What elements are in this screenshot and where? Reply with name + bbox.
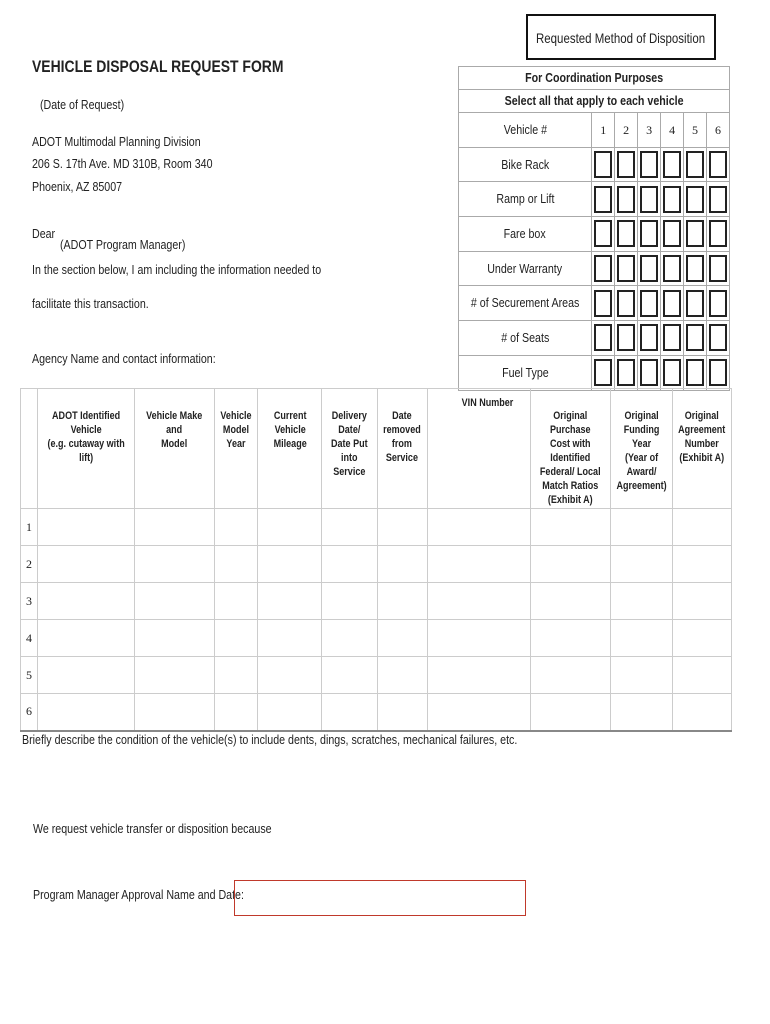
checkbox[interactable] (686, 324, 704, 351)
table-cell[interactable] (37, 509, 134, 546)
column-header: VIN Number (427, 389, 530, 509)
table-cell[interactable] (531, 509, 611, 546)
fuel-type-label: Fuel Type (459, 355, 592, 390)
table-cell[interactable] (135, 583, 214, 620)
table-cell[interactable] (322, 657, 378, 694)
column-header: Original Purchase Cost with Identified Federal/ Local Match Ratios (Exhibit A) (531, 389, 611, 509)
table-cell[interactable] (531, 583, 611, 620)
checkbox[interactable] (594, 359, 612, 386)
table-cell[interactable] (531, 657, 611, 694)
checkbox[interactable] (663, 324, 681, 351)
table-row (21, 620, 732, 657)
checkbox[interactable] (640, 359, 658, 386)
reason-prompt: We request vehicle transfer or disposition because (33, 821, 272, 836)
approval-label: Program Manager Approval Name and Date: (33, 887, 244, 902)
approval-input[interactable] (234, 880, 526, 916)
table-row (21, 657, 732, 694)
form-title: VEHICLE DISPOSAL REQUEST FORM (32, 57, 284, 76)
table-cell[interactable] (672, 546, 731, 583)
table-cell[interactable] (672, 509, 731, 546)
checkbox[interactable] (594, 220, 612, 247)
intro-line-2: facilitate this transaction. (32, 296, 149, 311)
checkbox[interactable] (663, 290, 681, 317)
table-cell[interactable] (672, 694, 731, 731)
table-cell[interactable] (135, 657, 214, 694)
checkbox[interactable] (594, 324, 612, 351)
checkbox[interactable] (617, 290, 635, 317)
table-cell[interactable] (214, 620, 258, 657)
table-cell[interactable] (377, 694, 427, 731)
vehicle-number-label: Vehicle # (459, 113, 592, 148)
checkbox[interactable] (663, 186, 681, 213)
table-cell[interactable] (37, 583, 134, 620)
checkbox[interactable] (640, 220, 658, 247)
bike-rack-row (459, 147, 730, 182)
checkbox[interactable] (709, 151, 727, 178)
table-cell[interactable] (322, 694, 378, 731)
vehicle-number: 4 (661, 113, 684, 148)
coordination-heading: For Coordination Purposes (459, 67, 730, 90)
coordination-table (458, 66, 730, 391)
vehicle-number: 2 (615, 113, 638, 148)
table-cell[interactable] (322, 583, 378, 620)
table-cell[interactable] (214, 583, 258, 620)
table-cell[interactable] (427, 509, 530, 546)
under-warranty-label: Under Warranty (459, 251, 592, 286)
row-number: 1 (21, 509, 38, 546)
table-row (21, 694, 732, 731)
checkbox[interactable] (709, 220, 727, 247)
table-cell[interactable] (135, 620, 214, 657)
column-header: Current Vehicle Mileage (258, 389, 322, 509)
number-of-seats-row (459, 321, 730, 356)
table-cell[interactable] (610, 657, 672, 694)
ramp-or-lift-label: Ramp or Lift (459, 182, 592, 217)
table-cell[interactable] (427, 583, 530, 620)
row-number: 3 (21, 583, 38, 620)
table-cell[interactable] (135, 546, 214, 583)
vehicle-number: 5 (684, 113, 707, 148)
disposition-method-box[interactable] (526, 14, 716, 60)
column-header: ADOT Identified Vehicle (e.g. cutaway with lift) (37, 389, 134, 509)
table-cell[interactable] (531, 546, 611, 583)
checkbox[interactable] (640, 290, 658, 317)
checkbox[interactable] (594, 290, 612, 317)
ramp-or-lift-row (459, 182, 730, 217)
table-cell[interactable] (427, 657, 530, 694)
coordination-subheading: Select all that apply to each vehicle (459, 90, 730, 113)
checkbox[interactable] (663, 359, 681, 386)
table-cell[interactable] (214, 694, 258, 731)
securement-areas-row (459, 286, 730, 321)
checkbox[interactable] (686, 359, 704, 386)
table-cell[interactable] (672, 620, 731, 657)
row-number: 6 (21, 694, 38, 731)
checkbox[interactable] (709, 290, 727, 317)
checkbox[interactable] (640, 186, 658, 213)
vehicle-number: 1 (592, 113, 615, 148)
table-cell[interactable] (37, 657, 134, 694)
table-cell[interactable] (672, 583, 731, 620)
checkbox[interactable] (617, 186, 635, 213)
table-row (21, 509, 732, 546)
table-cell[interactable] (258, 509, 322, 546)
table-cell[interactable] (214, 546, 258, 583)
checkbox[interactable] (594, 255, 612, 282)
checkbox[interactable] (686, 151, 704, 178)
row-number: 2 (21, 546, 38, 583)
column-header: Vehicle Model Year (214, 389, 258, 509)
checkbox[interactable] (686, 290, 704, 317)
table-cell[interactable] (427, 546, 530, 583)
table-cell[interactable] (258, 620, 322, 657)
table-cell[interactable] (214, 657, 258, 694)
vehicle-number: 6 (707, 113, 730, 148)
address-line-3: Phoenix, AZ 85007 (32, 179, 123, 194)
under-warranty-row (459, 251, 730, 286)
table-cell[interactable] (258, 694, 322, 731)
bike-rack-label: Bike Rack (459, 147, 592, 182)
fare-box-row (459, 217, 730, 252)
table-cell[interactable] (37, 620, 134, 657)
table-cell[interactable] (37, 694, 134, 731)
checkbox[interactable] (640, 324, 658, 351)
checkbox[interactable] (686, 255, 704, 282)
table-cell[interactable] (214, 509, 258, 546)
table-cell[interactable] (377, 583, 427, 620)
address-line-2: 206 S. 17th Ave. MD 310B, Room 340 (32, 156, 213, 171)
table-cell[interactable] (610, 583, 672, 620)
fare-box-label: Fare box (459, 217, 592, 252)
table-cell[interactable] (135, 509, 214, 546)
table-cell[interactable] (610, 509, 672, 546)
disposition-method-label: Requested Method of Disposition (536, 30, 706, 46)
checkbox[interactable] (709, 324, 727, 351)
column-header: Vehicle Make and Model (135, 389, 214, 509)
table-cell[interactable] (258, 583, 322, 620)
table-cell[interactable] (258, 657, 322, 694)
table-cell[interactable] (672, 657, 731, 694)
table-cell[interactable] (322, 546, 378, 583)
number-of-seats-label: # of Seats (459, 321, 592, 356)
checkbox[interactable] (617, 324, 635, 351)
salutation-dear: Dear (32, 226, 56, 241)
column-header: Date removed from Service (377, 389, 427, 509)
table-cell[interactable] (377, 620, 427, 657)
vehicle-number-row (459, 113, 730, 148)
table-row (21, 546, 732, 583)
date-of-request-label: (Date of Request) (40, 97, 125, 112)
intro-line-1: In the section below, I am including the information needed to (32, 262, 322, 277)
checkbox[interactable] (709, 255, 727, 282)
condition-prompt: Briefly describe the condition of the vehicle(s) to include dents, dings, scratches, mechanical failures, etc. (22, 732, 518, 747)
table-cell[interactable] (427, 694, 530, 731)
checkbox[interactable] (640, 151, 658, 178)
table-cell[interactable] (322, 509, 378, 546)
vehicle-table-header (21, 389, 732, 509)
checkbox[interactable] (709, 186, 727, 213)
checkbox[interactable] (709, 359, 727, 386)
checkbox[interactable] (617, 151, 635, 178)
table-row (21, 583, 732, 620)
checkbox[interactable] (594, 151, 612, 178)
checkbox[interactable] (686, 186, 704, 213)
securement-areas-label: # of Securement Areas (459, 286, 592, 321)
table-cell[interactable] (258, 546, 322, 583)
table-cell[interactable] (377, 546, 427, 583)
table-cell[interactable] (322, 620, 378, 657)
checkbox[interactable] (663, 220, 681, 247)
table-cell[interactable] (531, 694, 611, 731)
table-cell[interactable] (135, 694, 214, 731)
checkbox[interactable] (640, 255, 658, 282)
checkbox[interactable] (686, 220, 704, 247)
table-cell[interactable] (531, 620, 611, 657)
vehicle-number: 3 (638, 113, 661, 148)
salutation-recipient: (ADOT Program Manager) (60, 237, 186, 252)
fuel-type-row (459, 355, 730, 390)
column-header: Original Funding Year (Year of Award/ Agreement) (610, 389, 672, 509)
checkbox[interactable] (663, 151, 681, 178)
table-cell[interactable] (610, 546, 672, 583)
checkbox[interactable] (617, 255, 635, 282)
column-header: Original Agreement Number (Exhibit A) (672, 389, 731, 509)
checkbox[interactable] (617, 220, 635, 247)
table-cell[interactable] (377, 657, 427, 694)
row-number: 5 (21, 657, 38, 694)
table-cell[interactable] (610, 620, 672, 657)
table-cell[interactable] (377, 509, 427, 546)
column-header: Delivery Date/ Date Put into Service (322, 389, 378, 509)
vehicle-info-table (20, 388, 732, 732)
address-line-1: ADOT Multimodal Planning Division (32, 134, 201, 149)
checkbox[interactable] (663, 255, 681, 282)
checkbox[interactable] (617, 359, 635, 386)
table-cell[interactable] (610, 694, 672, 731)
checkbox[interactable] (594, 186, 612, 213)
table-cell[interactable] (37, 546, 134, 583)
table-cell[interactable] (427, 620, 530, 657)
agency-contact-label: Agency Name and contact information: (32, 351, 216, 366)
row-number: 4 (21, 620, 38, 657)
